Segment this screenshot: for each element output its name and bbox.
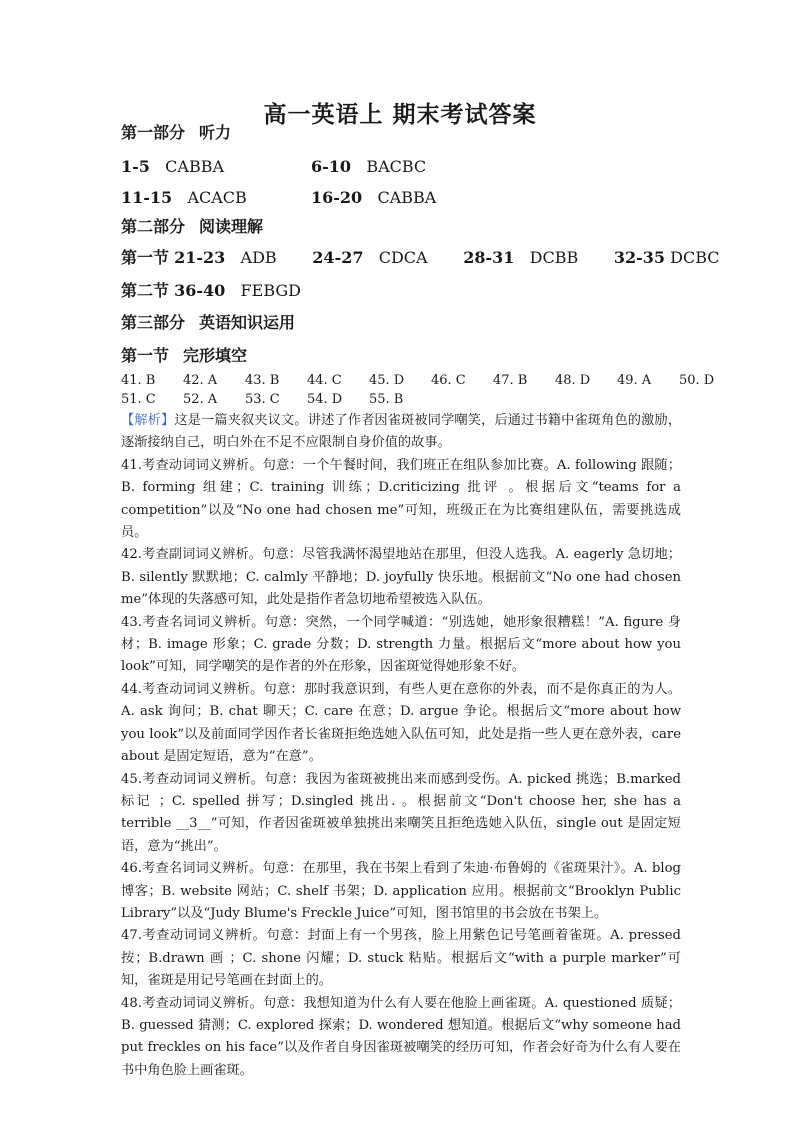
cloze-answer: 43. B [245,373,280,388]
analysis-intro: 这是一篇夹叙夹议文。讲述了作者因雀斑被同学嘲笑，后通过书籍中雀斑角色的激励，逐渐接纳自己，明白外在不足不应限制自身价值的故事。 [121,413,682,451]
section2-label: 第二节 [121,281,170,300]
section2-answer: FEBGD [240,281,301,300]
cloze-answer: 53. C [245,392,280,407]
cloze-answer: 55. B [369,392,404,407]
explanation-46: 46.考查名词词义辨析。句意：在那里，我在书架上看到了朱迪·布鲁姆的《雀斑果汁》。A. blog 博客；B. website 网站；C. shelf 书架；D. application 应用。根据前文“Brooklyn Public Library”以及“Judy Blume's Freckle Juice”可知，图书馆里的书会放在书架上。 [121,861,681,921]
listening-answer: BACBC [366,157,427,176]
reading-answer: CDCA [378,248,428,267]
part1-heading [121,120,245,143]
cloze-answer: 49. A [617,373,652,388]
part2-heading [121,214,277,237]
listening-answer: ACACB [187,188,247,207]
reading-section2-row [121,278,301,301]
listening-row-1 [121,157,224,176]
reading-answer: ADB [240,248,277,267]
page-title: 高一英语上 期末考试答案 [263,101,537,128]
cloze-answers-row-2 [121,392,431,407]
reading-range: 21-23 [174,248,226,267]
reading-range: 32-35 [613,248,666,267]
listening-range: 16-20 [311,188,363,207]
explanation-47: 47.考查动词词义辨析。句意：封面上有一个男孩，脸上用紫色记号笔画着雀斑。A. pressed 按；B.drawn 画 ；C. shone 闪耀；D. stuck 粘贴。根据后文“with a purple marker”可知，雀斑是用记号笔画在封面上的。 [121,928,681,989]
explanation-41: 41.考查动词词义辨析。句意：一个午餐时间，我们班正在组队参加比赛。A. following 跟随；B. forming 组建；C. training 训练；D.criticizing 批评 。根据后文“teams for a competition”以及“No one had chosen me”可知，班级正在为比赛组建队伍，需要挑选成员。 [121,457,681,541]
listening-answer: CABBA [377,188,437,207]
cloze-answer: 41. B [121,373,156,388]
listening-answer: CABBA [165,157,225,176]
reading-range: 28-31 [463,248,515,267]
part1-label: 第一部分 [121,123,186,142]
cloze-answer: 45. D [369,373,405,388]
reading-section1-row [121,245,720,268]
listening-range: 11-15 [121,188,173,207]
part2-name: 阅读理解 [199,217,264,236]
part3-heading [121,310,309,333]
reading-answer: DCBB [529,248,579,267]
explanation-45: 45.考查动词词义辨析。句意：我因为雀斑被挑出来而感到受伤。A. picked 挑选；B.marked 标记 ；C. spelled 拼写；D.singled 挑出. 。根据前文“Don't choose her, she has a terrible __3__”可知，作者因雀斑被单独挑出来嘲笑且拒绝选她入队伍，single out 是固定短语，意为“挑出”。 [121,771,681,854]
cloze-answer: 51. C [121,392,156,407]
section1-label: 第一节 [121,248,170,267]
cloze-label: 第一节 [121,346,170,365]
section2-range: 36-40 [174,281,226,300]
analysis-intro-paragraph [121,410,681,455]
cloze-answer: 46. C [431,373,466,388]
cloze-answer: 54. D [307,392,343,407]
explanation-48: 48.考查动词词义辨析。句意：我想知道为什么有人要在他脸上画雀斑。A. questioned 质疑；B. guessed 猜测；C. explored 探索；D. wondered 想知道。根据后文“why someone had put freckles on his face”以及作者自身因雀斑被嘲笑的经历可知，作者会好奇为什么有人要在书中角色脸上画雀斑。 [121,995,681,1078]
part3-name: 英语知识运用 [199,313,296,332]
explanation-43: 43.考查名词词义辨析。句意：突然，一个同学喊道：“别选她，她形象很糟糕！”A. figure 身材；B. image 形象；C. grade 分数；D. strength 力量。根据后文“more about how you look”可知，同学嘲笑的是作者的外在形象，因雀斑觉得她形象不好。 [121,614,681,675]
listening-row-2b [311,188,436,207]
part1-name: 听力 [199,123,232,142]
analysis-body [121,410,681,1082]
cloze-answer: 47. B [493,373,528,388]
reading-answer: DCBC [670,248,720,267]
explanation-42: 42.考查副词词义辨析。句意：尽管我满怀渴望地站在那里，但没人选我。A. eagerly 急切地；B. silently 默默地；C. calmly 平静地；D. joyfully 快乐地。根据前文“No one had chosen me”体现的失落感可知，此处是指作者急切地希望被选入队伍。 [121,547,681,608]
explanation-44: 44.考查动词词义辨析。句意：那时我意识到，有些人更在意你的外表，而不是你真正的为人。A. ask 询问；B. chat 聊天；C. care 在意；D. argue 争论。根据后文“more about how you look”以及前面同学因作者长雀斑拒绝选她入队伍可知，此处是指一些人更在意外表，care about 是固定短语，意为“在意”。 [121,681,681,765]
part3-label: 第三部分 [121,313,186,332]
cloze-heading [121,343,261,366]
cloze-answer: 42. A [183,373,218,388]
listening-row-1b [311,157,426,176]
listening-range: 6-10 [311,157,352,176]
cloze-answer: 44. C [307,373,342,388]
cloze-answers-row-1 [121,373,719,388]
cloze-answer: 50. D [679,373,715,388]
cloze-answer: 48. D [555,373,591,388]
listening-range: 1-5 [121,157,150,176]
listening-row-2 [121,188,247,207]
part2-label: 第二部分 [121,217,186,236]
cloze-answer: 52. A [183,392,218,407]
analysis-tag: 【解析】 [121,413,175,428]
reading-range: 24-27 [312,248,364,267]
cloze-name: 完形填空 [183,346,248,365]
